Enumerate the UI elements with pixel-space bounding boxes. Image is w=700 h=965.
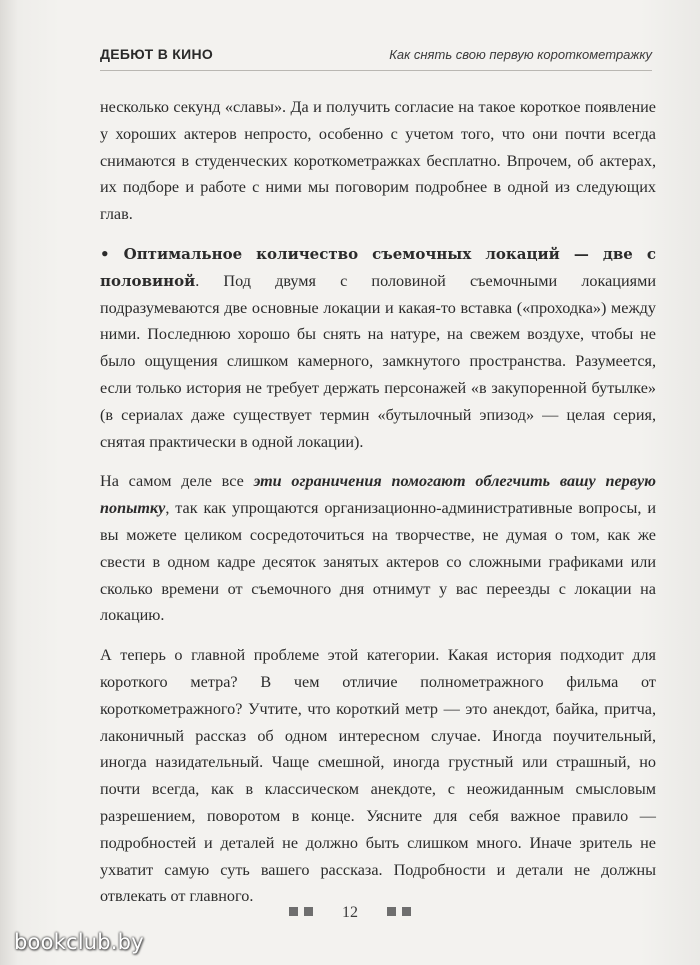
page-number: 12: [342, 904, 358, 921]
book-title: ДЕБЮТ В КИНО: [100, 46, 214, 62]
paragraph-3-end: , так как упрощаются организационно-административные вопросы, и вы можете целиком сосредоточиться на творчестве, не думая о том, как же свести в одном кадре десяток занятых актеров со сложными графиками или сколько времени от съемочного дня отнимут у вас переезды с локации на локацию.: [100, 499, 656, 625]
paragraph-3-start: На самом деле все: [100, 472, 254, 491]
ornament-square-icon: [289, 907, 298, 916]
page-footer: [0, 904, 700, 922]
emphasis-text: эти ограничения помогают облегчить вашу первую попытку: [100, 472, 656, 518]
watermark: bookclub.by: [14, 930, 144, 954]
ornament-square-icon: [402, 907, 411, 916]
bullet-text: . Под двумя с половиной съемочными локациями подразумеваются две основные локации и какая-то вставка («проходка») между ними. Последнюю хорошо бы снять на натуре, на свежем воздухе, чтобы не было ощущения слишком камерного, замкнутого пространства. Разумеется, если только история не требует держать персонажей «в закупоренной бутылке» (в сериалах даже существует термин «бутылочный эпизод» — целая серия, снятая практически в одной локации).: [100, 271, 656, 451]
ornament-square-icon: [387, 907, 396, 916]
paragraph-3: [100, 468, 656, 629]
bullet-lead: • Оптимальное количество съемочных локаций — две с половиной: [100, 244, 656, 290]
chapter-title: Как снять свою первую короткометражку: [389, 47, 652, 62]
paragraph-4: А теперь о главной проблеме этой категории. Какая история подходит для короткого метра? В чем отличие полнометражного фильма от короткометражного? Учтите, что короткий метр — это анекдот, байка, притча, лаконичный рассказ об одном интересном случае. Иногда поучительный, иногда назидательный. Чаще смешной, иногда грустный или страшный, но почти всегда, как в классическом анекдоте, с неожиданным смысловым разрешением, поворотом в конце. Уясните для себя важное правило — подробностей и деталей не должно быть слишком много. Иначе зритель не ухватит самую суть вашего рассказа. Подробности и детали не должны отвлекать от главного.: [100, 646, 656, 906]
page-body: [100, 94, 656, 910]
ornament-square-icon: [304, 907, 313, 916]
paragraph-bullet: [100, 241, 656, 455]
paragraph-1: несколько секунд «славы». Да и получить согласие на такое короткое появление у хороших актеров непросто, особенно с учетом того, что они почти всегда снимаются в студенческих короткометражках бесплатно. Впрочем, об актерах, их подборе и работе с ними мы поговорим подробнее в одной из следующих глав.: [100, 98, 656, 224]
running-header: [100, 44, 652, 71]
